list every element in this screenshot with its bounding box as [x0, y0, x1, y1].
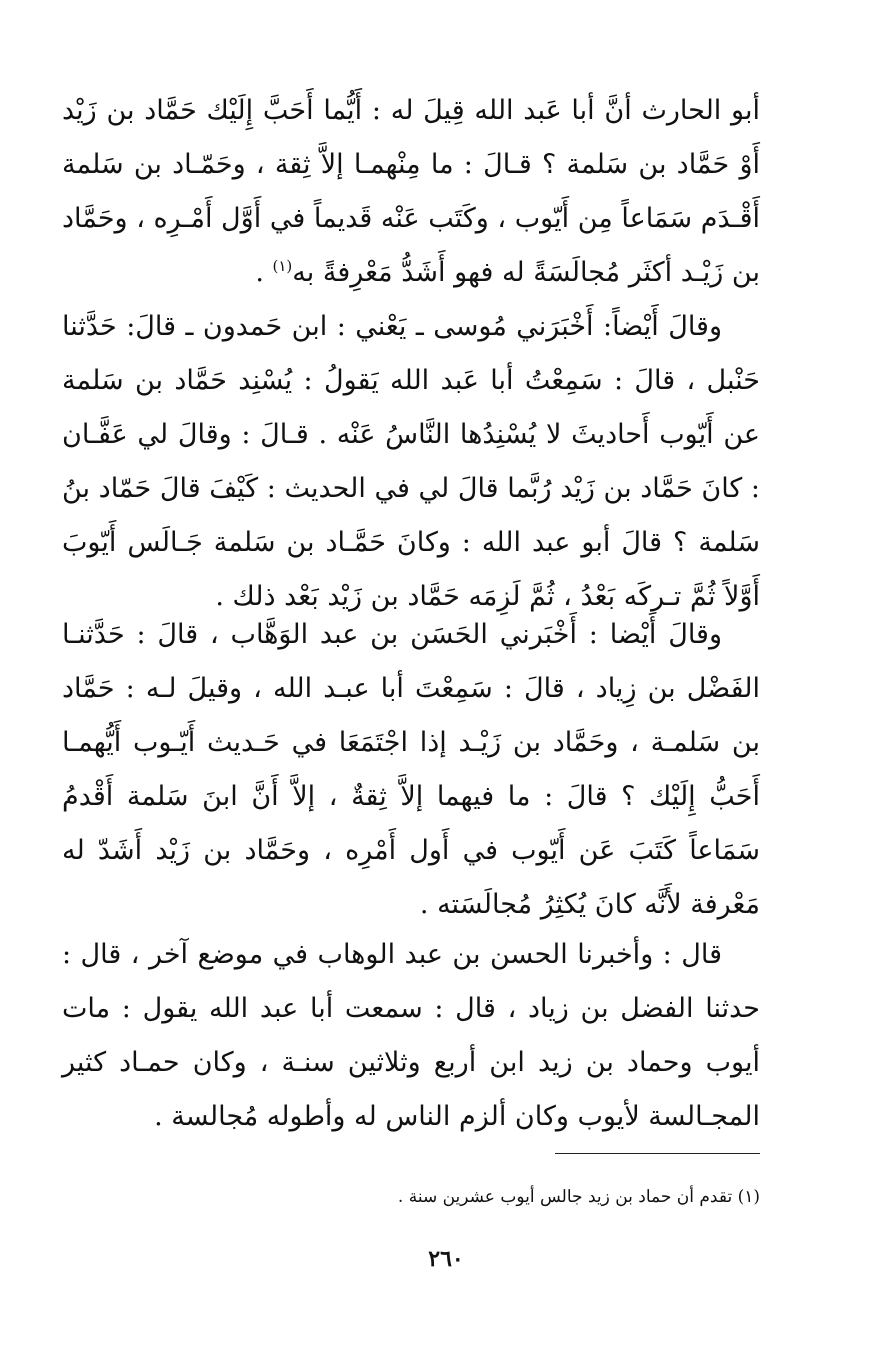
paragraph-1-tail: .: [255, 257, 273, 288]
paragraph-2: وقالَ أَيْضاً: أَخْبَرَني مُوسى ـ يَعْني : ابن حَمدون ـ قالَ: حَدَّثنا حَنْبل ، قالَ : سَمِعْتُ أبا عَبد الله يَقولُ : يُسْنِد حَمَّاد بن سَلمة عن أَيّوب أَحاديثَ لا يُسْنِدُها النَّاسُ عَنْه . قـالَ : وقالَ لي عَفَّـان : كانَ حَمَّاد بن زَيْد رُبَّما قالَ لي في الحديث : كَيْفَ قالَ حَمّاد بنُ سَلمة ؟ قالَ أبو عبد الله : وكانَ حَمَّـاد بن سَلمة جَـالَس أَيّوبَ أَوَّلاً ثُمَّ تـركَه بَعْدُ ، ثُمَّ لَزِمَه حَمَّاد بن زَيْد بَعْد ذلك .: [62, 311, 760, 612]
paragraph-1: [62, 84, 760, 300]
paragraph-3: وقالَ أَيْضا : أَخْبَرني الحَسَن بن عبد الوَهَّاب ، قالَ : حَدَّثنـا الفَضْل بن زِياد ، قالَ : سَمِعْتَ أبا عبـد الله ، وقيلَ لـه : حَمَّاد بن سَلمـة ، وحَمَّاد بن زَيْـد إذا اجْتَمَعَا في حَـديث أَيّـوب أَيُّهمـا أَحَبُّ إِلَيْك ؟ قالَ : ما فيهما إلاَّ ثِقةٌ ، إلاَّ أَنَّ ابنَ سَلمة أَقْدمُ سَمَاعاً كَتَبَ عَن أَيّوب في أَول أَمْرِه ، وحَمَّاد بن زَيْد أَشَدّ له مَعْرفة لأَنَّه كانَ يُكثِرُ مُجالَسَته .: [62, 619, 760, 920]
footnote-reference: (١): [272, 257, 293, 275]
footnote: (١) تقدم أن حماد بن زيد جالس أيوب عشرين سنة .: [397, 1187, 760, 1207]
paragraph-4: قال : وأخبرنا الحسن بن عبد الوهاب في موضع آخر ، قال : حدثنا الفضل بن زياد ، قال : سمعت أبا عبد الله يقول : مات أيوب وحماد بن زيد ابن أربع وثلاثين سنـة ، وكان حمـاد كثير المجـالسة لأيوب وكان ألزم الناس له وأطوله مُجالسة .: [62, 939, 760, 1132]
page-number: ٢٦٠: [428, 1246, 464, 1272]
footnote-divider: [555, 1153, 760, 1154]
paragraph-1-text: أبو الحارث أنَّ أبا عَبد الله قِيلَ له : أَيُّما أَحَبَّ إِلَيْك حَمَّاد بن زَيْد أَوْ حَمَّاد بن سَلمة ؟ قـالَ : ما مِنْهمـا إلاَّ ثِقة ، وحَمّـاد بن سَلمة أَقْـدَم سَمَاعاً مِن أَيّوب ، وكَتَب عَنْه قَديماً في أَوَّل أَمْـرِه ، وحَمَّاد بن زَيْـد أكثَر مُجالَسَةً له فهو أَشَدُّ مَعْرِفةً به: [62, 95, 760, 288]
